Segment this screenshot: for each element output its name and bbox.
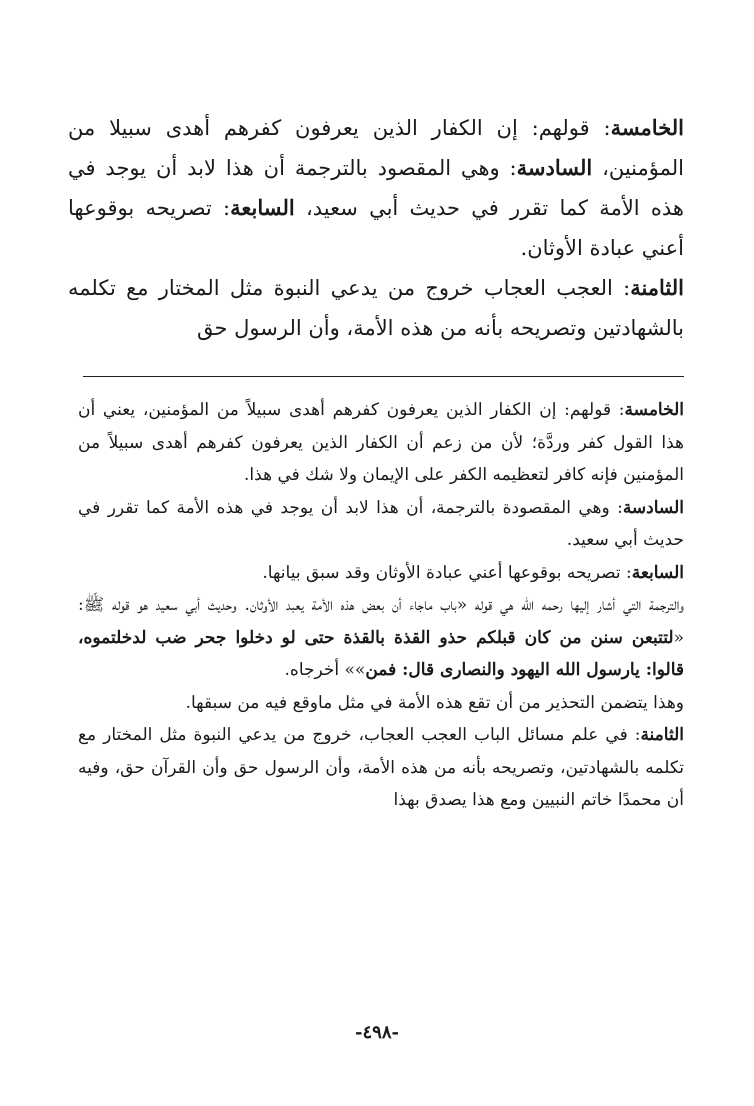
note-seventh xyxy=(78,557,684,590)
note-text-seventh: : تصريحه بوقوعها أعني عبادة الأوثان وقد سبق بيانها. xyxy=(262,562,632,583)
note-text-intro: والترجمة التي أشار إليها رحمه الله هي قوله «باب ماجاء أن بعض هذه الأمة يعبد الأوثان. وحديث أبي سعيد هو قوله ﷺ: « xyxy=(78,595,684,648)
note-text-eighth: : في علم مسائل الباب العجب العجاب، خروج من يدعي النبوة مثل المختار مع تكلمه بالشهادتين، وتصريحه بأنه من هذه الأمة، وأن الرسول حق وأن القرآن حق، وفيه أن محمدًا خاتم النبيين ومع هذا يصدق بهذا xyxy=(78,725,684,810)
note-term-sixth: السادسة xyxy=(622,497,684,518)
term-sixth: السادسة xyxy=(516,155,593,180)
term-seventh: السابعة xyxy=(230,195,295,220)
note-term-seventh: السابعة xyxy=(631,562,684,583)
note-warning xyxy=(78,687,684,720)
hadith-quote: لتتبعن سنن من كان قبلكم حذو القذة بالقذة حتى لو دخلوا جحر ضب لدخلتموه، قالوا: يارسول الله اليهود والنصارى قال: فمن xyxy=(78,627,684,680)
note-text-fifth: : قولهم: إن الكفار الذين يعرفون كفرهم أهدى سبيلاً من المؤمنين، يعني أن هذا القول كفر وردَّة؛ لأن من زعم أن الكفار الذين يعرفون كفرهم أهدى سبيلاً من المؤمنين فإنه كافر لتعظيمه الكفر على الإيمان ولا شك في هذا. xyxy=(78,400,684,485)
main-text xyxy=(68,108,684,348)
note-eighth xyxy=(78,719,684,817)
note-fifth xyxy=(78,394,684,492)
main-paragraph-2 xyxy=(68,268,684,348)
term-fifth: الخامسة xyxy=(610,115,684,140)
note-term-eighth: الثامنة xyxy=(640,725,684,745)
note-text-sixth: : وهي المقصودة بالترجمة، أن هذا لابد أن يوجد في هذه الأمة كما تقرر في حديث أبي سعيد. xyxy=(78,497,684,550)
term-eighth: الثامنة xyxy=(630,275,684,300)
main-text-eighth: : العجب العجاب خروج من يدعي النبوة مثل المختار مع تكلمه بالشهادتين وتصريحه بأنه من هذه الأمة، وأن الرسول حق xyxy=(68,276,684,340)
main-text-sixth: : وهي المقصود بالترجمة أن هذا لابد أن يوجد في هذه الأمة كما تقرر في حديث أبي سعيد، xyxy=(68,156,684,220)
commentary-notes xyxy=(78,394,684,817)
main-paragraph-1 xyxy=(68,108,684,268)
note-term-fifth: الخامسة xyxy=(624,400,684,420)
note-text-outro: »» أخرجاه. xyxy=(284,660,366,680)
note-translation-heading xyxy=(78,589,684,687)
note-sixth xyxy=(78,492,684,557)
page-number: -٤٩٨- xyxy=(355,1022,399,1043)
footnote-divider xyxy=(83,376,684,377)
main-text-seventh: : تصريحه بوقوعها أعني عبادة الأوثان. xyxy=(68,196,684,260)
main-text-fifth: : قولهم: إن الكفار الذين يعرفون كفرهم أهدى سبيلا من المؤمنين، xyxy=(68,116,684,180)
note-text-warning: وهذا يتضمن التحذير من أن تقع هذه الأمة في مثل ماوقع فيه من سبقها. xyxy=(185,692,684,713)
